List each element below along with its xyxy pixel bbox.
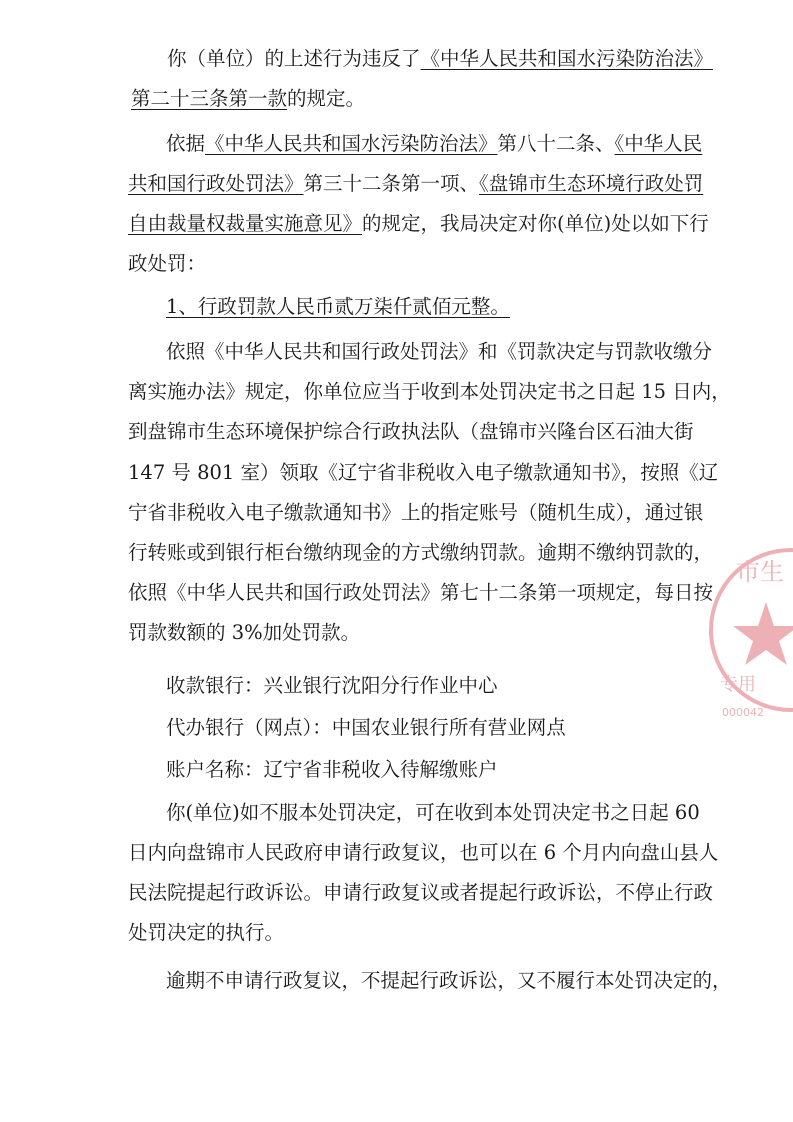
seal-serial: 000042 bbox=[722, 706, 764, 719]
text: 罚款数额的 3%加处罚款。 bbox=[128, 621, 361, 644]
text: 政处罚： bbox=[128, 252, 207, 275]
text: 离实施办法》规定，你单位应当于收到本处罚决定书之日起 15 日内， bbox=[128, 380, 731, 403]
para4-line4 bbox=[128, 920, 793, 946]
para4-line2 bbox=[128, 840, 793, 866]
text: 宁省非税收入电子缴款通知书》上的指定账号（随机生成），通过银 bbox=[128, 501, 704, 524]
para3-line5 bbox=[128, 500, 793, 526]
text: 的规定。 bbox=[287, 87, 366, 110]
para4-line3 bbox=[128, 880, 793, 906]
para3-line1 bbox=[166, 339, 793, 365]
text: 处罚决定的执行。 bbox=[128, 921, 285, 944]
law-reference: 共和国行政处罚法》 bbox=[128, 172, 304, 195]
para2-line4 bbox=[128, 251, 793, 277]
para1-line1 bbox=[167, 46, 793, 72]
official-seal bbox=[706, 530, 793, 730]
text: 收款银行：兴业银行沈阳分行作业中心 bbox=[166, 674, 498, 697]
para3-line7 bbox=[128, 580, 793, 606]
text: 日内向盘锦市人民政府申请行政复议，也可以在 6 个月内向盘山县人 bbox=[128, 841, 719, 864]
text: 第八十二条、 bbox=[497, 132, 615, 155]
para2-line2 bbox=[128, 171, 793, 197]
para3-line8 bbox=[128, 620, 793, 646]
para5-line1 bbox=[166, 968, 793, 994]
text: 你（单位）的上述行为违反了 bbox=[167, 47, 421, 70]
para1-line2 bbox=[131, 86, 793, 112]
law-reference: 《盘锦市生态环境行政处罚 bbox=[479, 172, 704, 195]
penalty-text: 1、行政罚款人民币贰万柒仟贰佰元整。 bbox=[166, 295, 510, 318]
text: 行转账或到银行柜台缴纳现金的方式缴纳罚款。逾期不缴纳罚款的， bbox=[128, 541, 714, 564]
law-reference: 自由裁量权裁量实施意见》 bbox=[128, 212, 363, 235]
account-name bbox=[166, 757, 793, 783]
penalty-item bbox=[166, 294, 793, 320]
seal-text-bottom: 专用 bbox=[720, 674, 756, 695]
text: 逾期不申请行政复议，不提起行政诉讼，又不履行本处罚决定的， bbox=[166, 969, 732, 992]
text: 147 号 801 室）领取《辽宁省非税收入电子缴款通知书》，按照《辽 bbox=[128, 461, 719, 484]
text: 民法院提起行政诉讼。申请行政复议或者提起行政诉讼，不停止行政 bbox=[128, 881, 714, 904]
agent-bank bbox=[166, 715, 793, 741]
law-reference: 《中华人民 bbox=[614, 132, 703, 155]
para3-line6 bbox=[128, 540, 793, 566]
text: 你(单位)如不服本处罚决定，可在收到本处罚决定书之日起 60 bbox=[166, 801, 700, 824]
text: 到盘锦市生态环境保护综合行政执法队（盘锦市兴隆台区石油大街 bbox=[128, 420, 694, 443]
text: 的规定，我局决定对你(单位)处以如下行 bbox=[362, 212, 709, 235]
text: 代办银行（网点）：中国农业银行所有营业网点 bbox=[166, 716, 566, 739]
text: 依据 bbox=[166, 132, 206, 155]
text: 依照《中华人民共和国行政处罚法》和《罚款决定与罚款收缴分 bbox=[166, 340, 713, 363]
text: 依照《中华人民共和国行政处罚法》第七十二条第一项规定，每日按 bbox=[128, 581, 714, 604]
para3-line2 bbox=[128, 379, 793, 405]
seal-star-icon bbox=[733, 602, 793, 665]
para4-line1 bbox=[166, 800, 793, 826]
law-reference: 《中华人民共和国水污染防治法》 bbox=[205, 132, 498, 155]
para2-line3 bbox=[128, 211, 793, 237]
para2-line1 bbox=[166, 131, 793, 157]
receiving-bank bbox=[166, 673, 793, 699]
text: 账户名称：辽宁省非税收入待解缴账户 bbox=[166, 758, 498, 781]
para3-line4 bbox=[128, 460, 793, 486]
text: 第三十二条第一项、 bbox=[303, 172, 480, 195]
para3-line3 bbox=[128, 419, 793, 445]
seal-text-top: 市生 bbox=[736, 558, 784, 586]
article-reference: 第二十三条第一款 bbox=[131, 87, 288, 110]
law-reference: 《中华人民共和国水污染防治法》 bbox=[420, 47, 714, 70]
